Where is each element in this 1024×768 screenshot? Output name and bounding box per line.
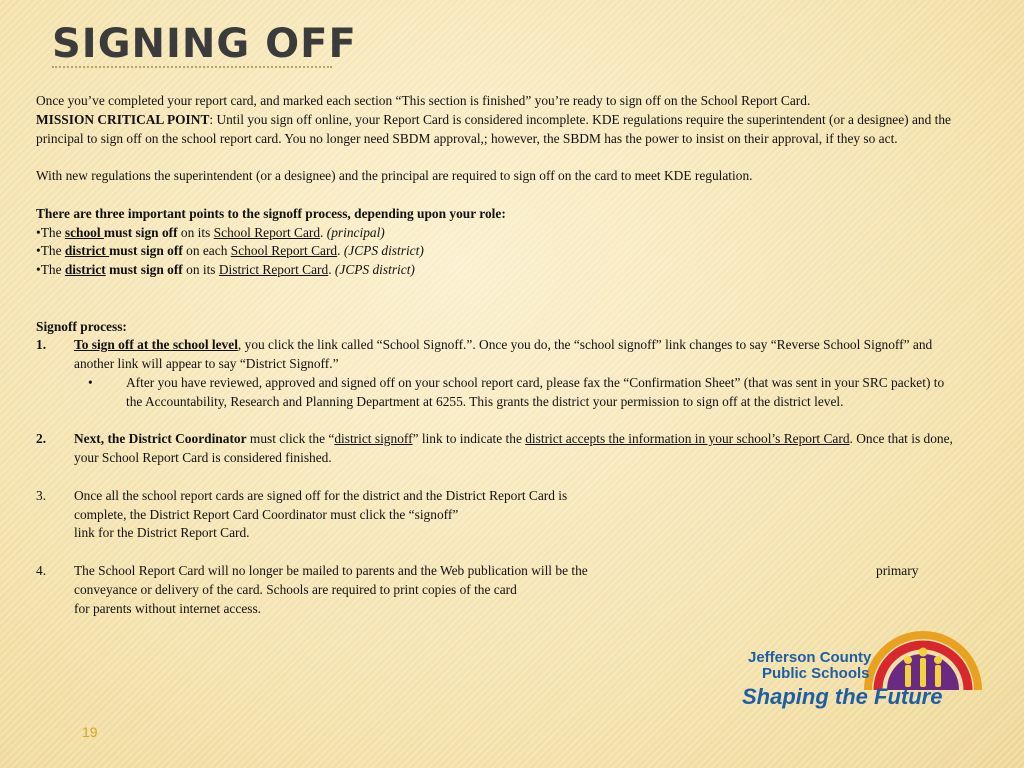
school-report-card-link[interactable]: School Report Card [213,224,321,240]
step-1-lead: To sign off at the school level [74,337,238,353]
district-signoff-link[interactable]: district signoff [334,431,413,447]
svg-text:Jefferson County: Jefferson County [748,649,872,666]
process-heading: Signoff process: [36,318,127,334]
step-4: 4. The School Report Card will no longer be mailed to parents and the Web publication will be the primary conveyance or delivery of the card. Schools are required to print copies of the card for parents without internet access. [36,562,919,616]
jcps-logo [740,618,990,710]
mission-critical-text: : Until you sign off online, your Report Card is considered incomplete. KDE regulations require the superintendent (or a designee) and the principal to sign off on the school report card. You no longer need SBDM approval,; however, the SBDM has the power to insist on their approval, if they so act. [36,111,951,146]
point-district-each: •The district must sign off on each School Report Card. (JCPS district) [36,243,424,259]
intro-paragraph [36,92,956,148]
step-1-bullet: • After you have reviewed, approved and signed off on your school report card, please fax the “Confirmation Sheet” (that was sent in your SRC packet) to the Accountability, Research and Planning Department at 6255. This grants the district your permission to sign off at the district level. [88,374,945,409]
district-report-card-link[interactable]: District Report Card [218,262,329,278]
svg-text:Shaping the Future: Shaping the Future [742,684,943,709]
step-3: 3. Once all the school report cards are signed off for the district and the District Report Card is complete, the District Report Card Coordinator must click the “signoff” link for the District Report Card. [36,487,568,541]
district-accepts-link[interactable]: district accepts the information in your school’s Report Card [525,431,850,447]
title-underline [52,66,332,68]
step-1: 1. To sign off at the school level, you click the link called “School Signoff.”. Once you do, the “school signoff” link changes to say “Reverse School Signoff” and another link will appear to say “District Signoff.” [36,337,933,372]
point-district-own: •The district must sign off on its District Report Card. (JCPS district) [36,262,415,278]
page-number: 19 [82,724,98,740]
regulation-paragraph: With new regulations the superintendent (or a designee) and the principal are required to sign off on the card to meet KDE regulation. [36,168,753,184]
point-school: •The school must sign off on its School Report Card. (principal) [36,224,385,240]
points-heading: There are three important points to the signoff process, depending upon your role: [36,205,506,221]
slide-title: SIGNING OFF [52,21,357,67]
svg-text:Public Schools: Public Schools [762,665,870,682]
step-2: 2. Next, the District Coordinator must click the “district signoff” link to indicate the district accepts the information in your school’s Report Card. Once that is done, your School Report Card is considered finished. [36,431,953,466]
slide-body [36,92,956,618]
intro-text: Once you’ve completed your report card, and marked each section “This section is finished” you’re ready to sign off on the School Report Card. [36,93,811,108]
mission-critical-label: MISSION CRITICAL POINT [36,111,210,127]
school-report-card-link[interactable]: School Report Card [230,243,338,259]
